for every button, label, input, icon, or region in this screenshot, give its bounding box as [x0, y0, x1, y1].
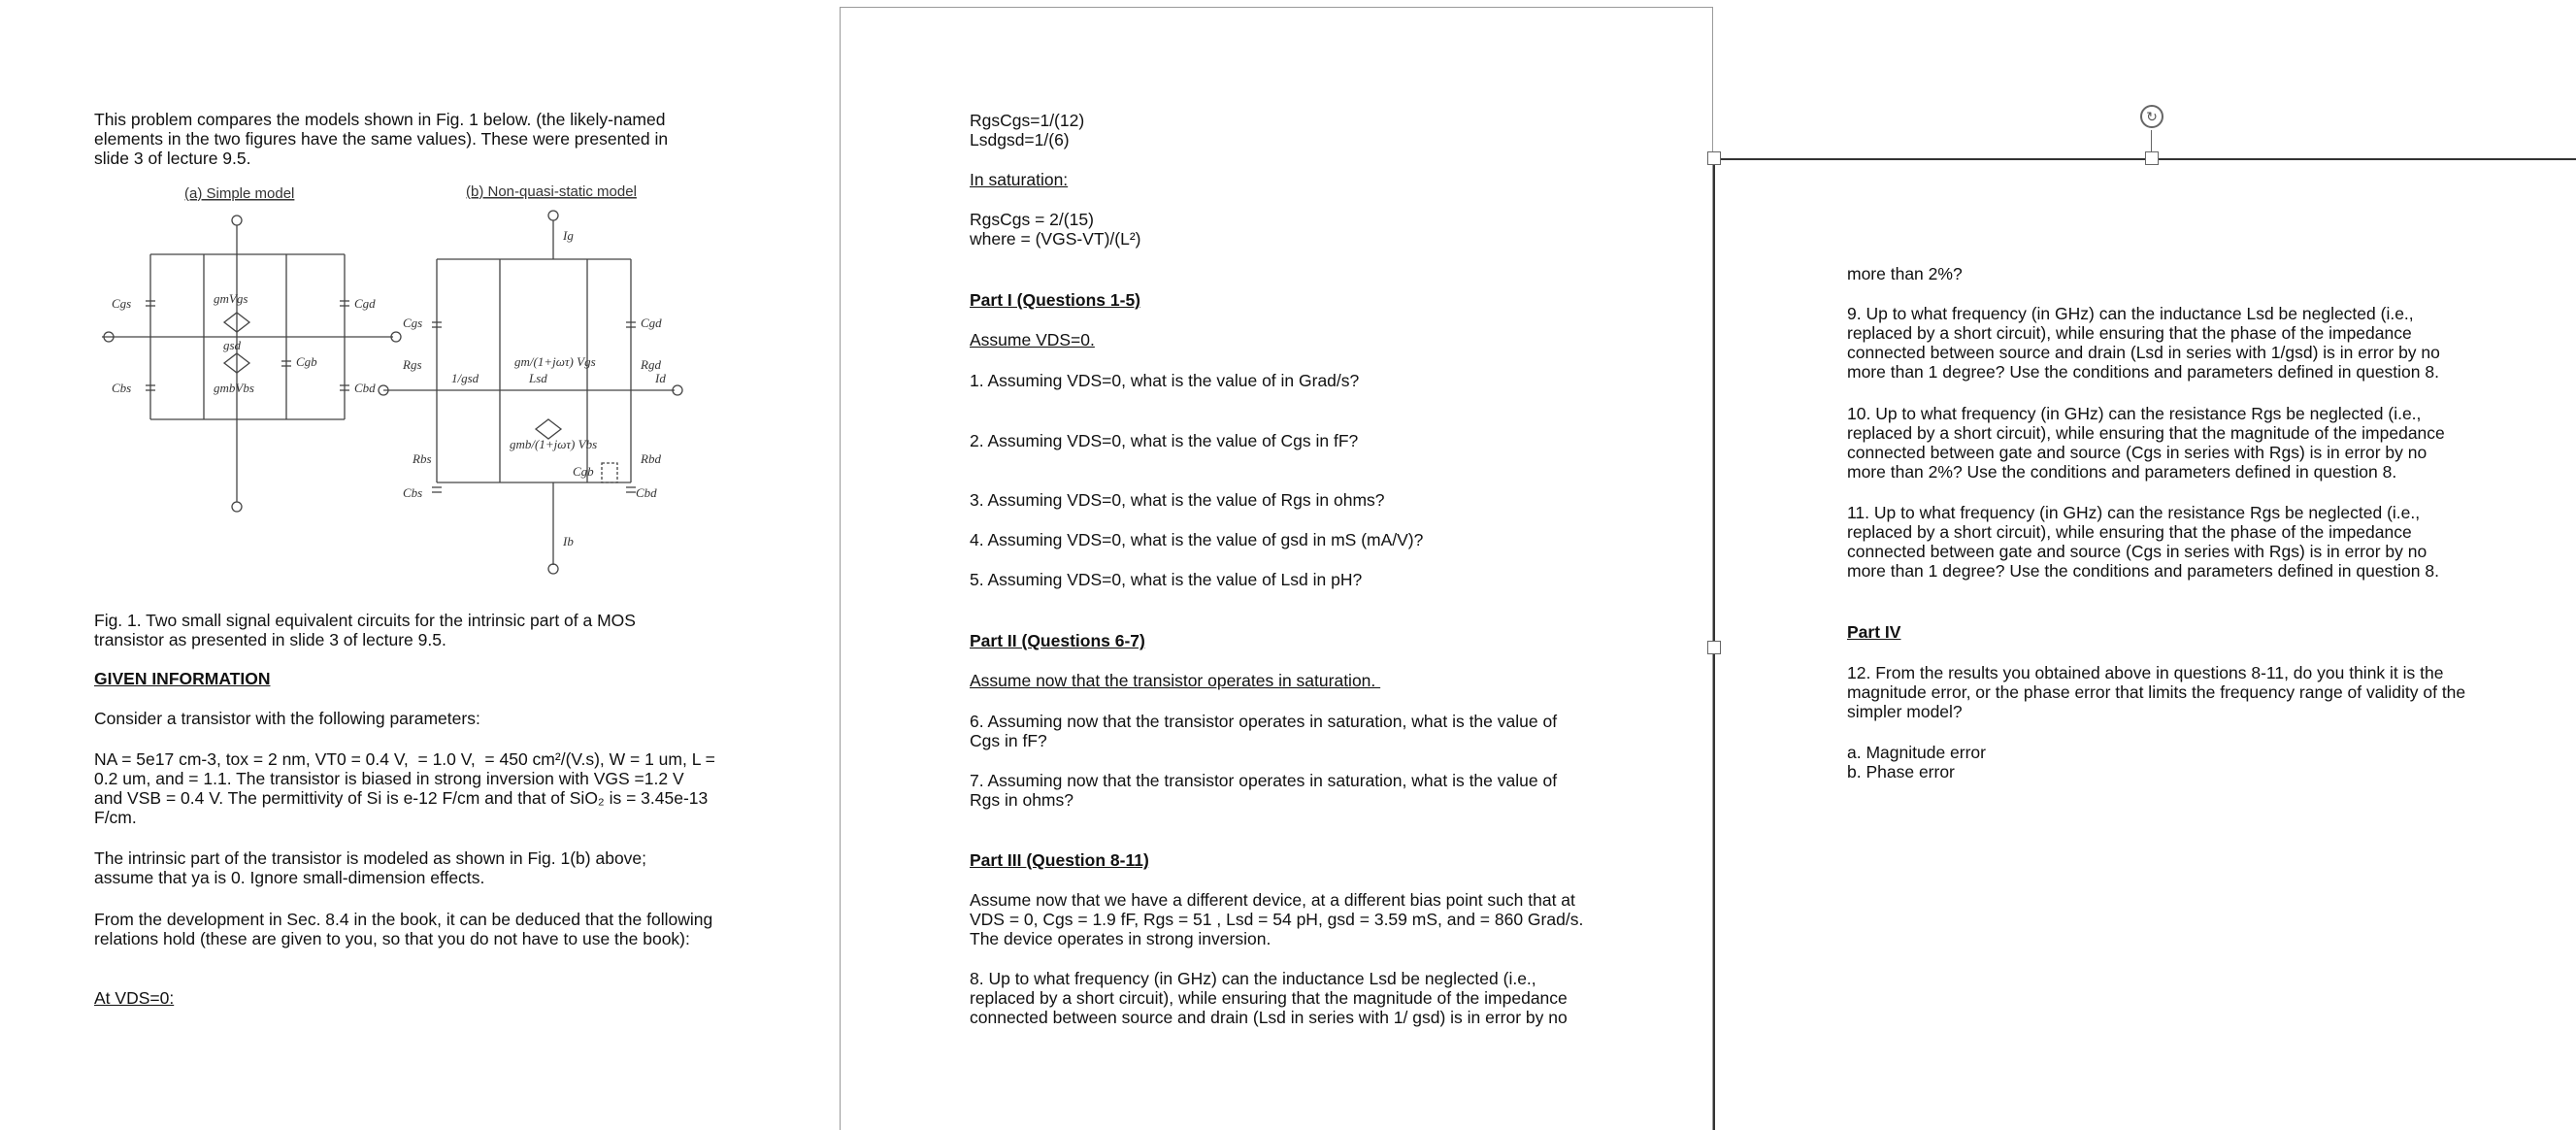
- at-vds0-heading: At VDS=0:: [94, 988, 175, 1008]
- svg-text:Lsd: Lsd: [529, 371, 547, 385]
- svg-text:gmVgs: gmVgs: [214, 291, 248, 306]
- svg-text:gmb/(1+jωτ) Vbs: gmb/(1+jωτ) Vbs: [510, 437, 598, 451]
- svg-text:Rgs: Rgs: [403, 357, 422, 372]
- rotate-handle-stem: [2151, 130, 2152, 151]
- svg-text:Rbs: Rbs: [413, 451, 432, 466]
- svg-text:Ib: Ib: [563, 534, 574, 548]
- svg-text:Cgb: Cgb: [296, 354, 317, 369]
- document-page-1: [0, 0, 840, 1130]
- part-2-heading: Part II (Questions 6-7): [970, 631, 1145, 650]
- intrinsic-paragraph: The intrinsic part of the transistor is modeled as shown in Fig. 1(b) above; assume that ya is 0. Ignore small-dimension effects.: [94, 848, 651, 887]
- svg-text:1/gsd: 1/gsd: [451, 371, 479, 385]
- part-1-heading: Part I (Questions 1-5): [970, 290, 1141, 310]
- fig-title-a: (a) Simple model: [184, 185, 295, 202]
- svg-text:Ig: Ig: [563, 228, 574, 243]
- given-heading: GIVEN INFORMATION: [94, 669, 271, 688]
- svg-text:Id: Id: [655, 371, 666, 385]
- option-a[interactable]: a. Magnitude error: [1847, 743, 1986, 762]
- question-9: 9. Up to what frequency (in GHz) can the inductance Lsd be neglected (i.e., replaced by a short circuit), while ensuring that the phase of the impedance connected between source and drain (Lsd in series with 1/gsd) is in error by no more than 1 degree? Use the conditions and parameters defined in question 8.: [1847, 304, 2445, 382]
- assume-vds0: Assume VDS=0.: [970, 330, 1095, 349]
- question-8-continued: more than 2%?: [1847, 264, 1963, 283]
- question-1: 1. Assuming VDS=0, what is the value of in Grad/s?: [970, 371, 1360, 390]
- svg-text:gm/(1+jωτ) Vgs: gm/(1+jωτ) Vgs: [514, 354, 596, 369]
- relation-4: where = (VGS-VT)/(L²): [970, 229, 1141, 249]
- assume-different-device: Assume now that we have a different device, at a different bias point such that at VDS = 0, Cgs = 1.9 fF, Rgs = 51 , Lsd = 54 pH, gsd = 3.59 mS, and = 860 Grad/s. The device operates in strong inversion.: [970, 890, 1588, 948]
- question-11: 11. Up to what frequency (in GHz) can the resistance Rgs be neglected (i.e., replaced by a short circuit), while ensuring that the phase of the impedance connected between gate and source (Cgs in series with Rgs) is in error by no more than 1 degree? Use the conditions and parameters defined in question 8.: [1847, 503, 2439, 581]
- question-6: 6. Assuming now that the transistor operates in saturation, what is the value of Cgs in fF?: [970, 712, 1562, 750]
- svg-text:Cbs: Cbs: [403, 485, 423, 500]
- svg-text:Cgd: Cgd: [354, 296, 376, 311]
- question-3: 3. Assuming VDS=0, what is the value of Rgs in ohms?: [970, 490, 1385, 510]
- document-page-3: [1714, 158, 2576, 1130]
- question-4: 4. Assuming VDS=0, what is the value of gsd in mS (mA/V)?: [970, 530, 1424, 549]
- part-4-heading: Part IV: [1847, 622, 1901, 642]
- document-page-2: [840, 7, 1713, 1130]
- svg-text:Cgd: Cgd: [641, 316, 662, 330]
- relation-1: RgsCgs=1/(12): [970, 111, 1085, 130]
- relation-3: RgsCgs = 2/(15): [970, 210, 1094, 229]
- relation-2: Lsdgsd=1/(6): [970, 130, 1070, 150]
- assume-saturation: Assume now that the transistor operates in saturation.: [970, 671, 1381, 690]
- question-5: 5. Assuming VDS=0, what is the value of Lsd in pH?: [970, 570, 1363, 589]
- development-paragraph: From the development in Sec. 8.4 in the book, it can be deduced that the following relations hold (these are given to you, so that you do not have to use the book):: [94, 910, 718, 948]
- svg-text:Rbd: Rbd: [641, 451, 661, 466]
- svg-text:Cbd: Cbd: [354, 381, 376, 395]
- rotate-handle-icon[interactable]: ↻: [2140, 105, 2163, 128]
- question-7: 7. Assuming now that the transistor operates in saturation, what is the value of Rgs in ohms?: [970, 771, 1562, 810]
- svg-text:Cgs: Cgs: [112, 296, 132, 311]
- svg-text:gsd: gsd: [223, 338, 242, 352]
- svg-text:gmbVbs: gmbVbs: [214, 381, 254, 395]
- question-12: 12. From the results you obtained above in questions 8-11, do you think it is the magnitude error, or the phase error that limits the frequency range of validity of the simpler model?: [1847, 663, 2471, 721]
- part-3-heading: Part III (Question 8-11): [970, 850, 1149, 870]
- figure-1-circuits: [92, 167, 713, 594]
- fig-title-b: (b) Non-quasi-static model: [466, 183, 637, 200]
- question-2: 2. Assuming VDS=0, what is the value of Cgs in fF?: [970, 431, 1359, 450]
- svg-text:Cbs: Cbs: [112, 381, 132, 395]
- intro-paragraph: This problem compares the models shown in Fig. 1 below. (the likely-named elements in the two figures have the same values). These were presented in slide 3 of lecture 9.5.: [94, 110, 673, 168]
- option-b[interactable]: b. Phase error: [1847, 762, 1955, 781]
- consider-text: Consider a transistor with the following parameters:: [94, 709, 480, 728]
- svg-text:Rgd: Rgd: [641, 357, 661, 372]
- circuit-diagram: [92, 167, 713, 594]
- question-8: 8. Up to what frequency (in GHz) can the inductance Lsd be neglected (i.e., replaced by a short circuit), while ensuring that the magnitude of the impedance connected between source and drain (Lsd in series with 1/ gsd) is in error by no: [970, 969, 1572, 1027]
- question-10: 10. Up to what frequency (in GHz) can the resistance Rgs be neglected (i.e., replaced by a short circuit), while ensuring that the magnitude of the impedance connected between gate and source (Cgs in series with Rgs) is in error by no more than 2%? Use the conditions and parameters defined in question 8.: [1847, 404, 2450, 482]
- svg-text:Cgs: Cgs: [403, 316, 423, 330]
- figure-caption: Fig. 1. Two small signal equivalent circuits for the intrinsic part of a MOS transistor as presented in slide 3 of lecture 9.5.: [94, 611, 641, 649]
- svg-text:Cbd: Cbd: [636, 485, 657, 500]
- parameters-paragraph: NA = 5e17 cm-3, tox = 2 nm, VT0 = 0.4 V, = 1.0 V, = 450 cm²/(V.s), W = 1 um, L = 0.2 um, and = 1.1. The transistor is biased in strong inversion with VGS =1.2 V and VSB = 0.4 V. The permittivity of Si is e-12 F/cm and that of SiO₂ is = 3.45e-13 F/cm.: [94, 749, 720, 827]
- in-saturation-heading: In saturation:: [970, 170, 1069, 189]
- svg-text:Cgb: Cgb: [573, 464, 594, 479]
